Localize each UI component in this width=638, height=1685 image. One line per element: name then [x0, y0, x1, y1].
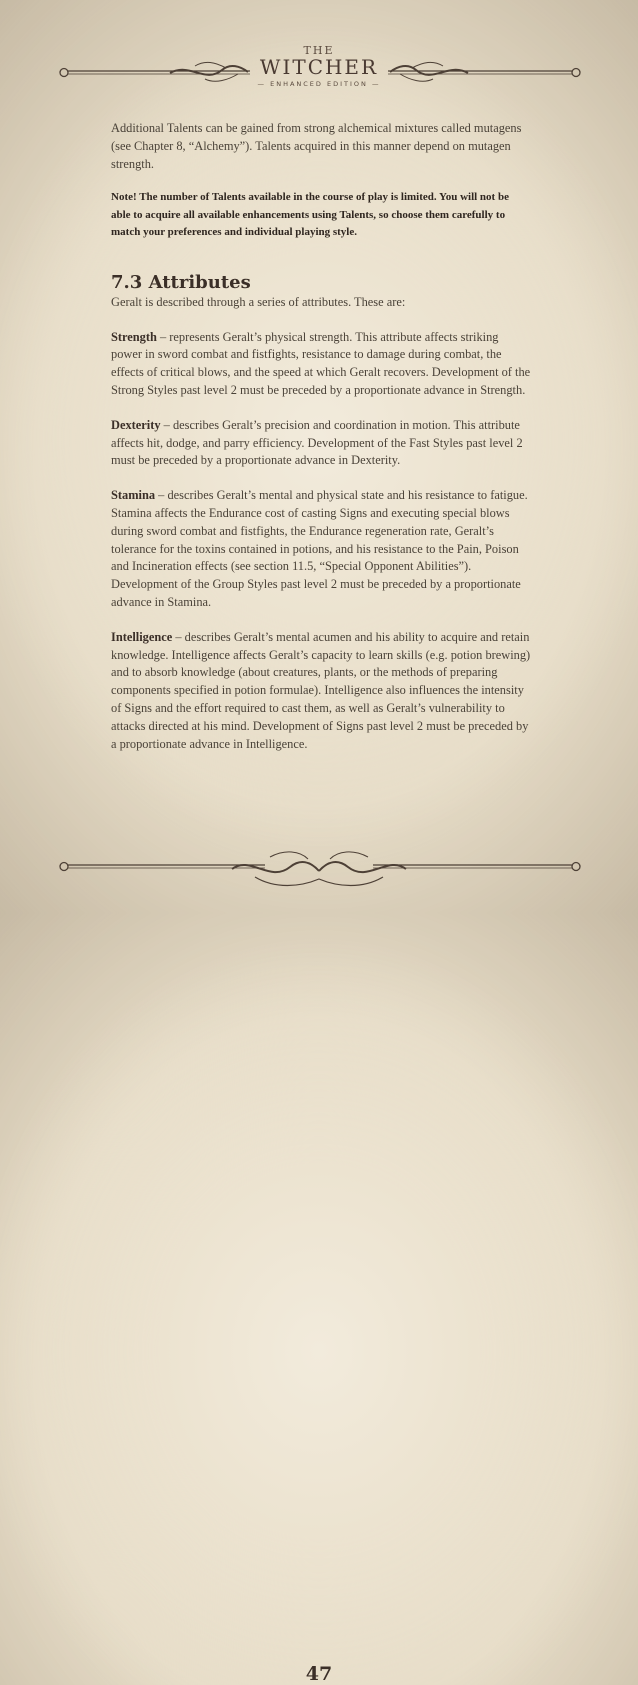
- attribute-term: Dexterity: [111, 417, 161, 432]
- logo-title: WITCHER: [259, 55, 379, 79]
- note-paragraph: Note! The number of Talents available in the course of play is limited. You will not be able to acquire all available enhancements using Talents, so choose them carefully to match your preferences and individual playing style.: [111, 191, 509, 239]
- attribute-strength: [111, 329, 531, 400]
- footer-ornament: [0, 825, 638, 913]
- logo-edition: — ENHANCED EDITION —: [257, 80, 381, 88]
- witcher-logo: [0, 44, 638, 88]
- logo-the: THE: [303, 44, 335, 57]
- attribute-description: – represents Geralt’s physical strength. This attribute affects striking power in sword combat and fistfights, resistance to damage during combat, the effects of critical blows, and the speed at which Geralt recovers. Development of the Strong Styles past level 2 must be preceded by a proportionate advance in Strength.: [111, 329, 531, 398]
- attribute-description: – describes Geralt’s mental acumen and his ability to acquire and retain knowledge. Intelligence affects Geralt’s capacity to learn skills (e.g. potion brewing) and to absorb knowledge (about creatures, plants, or the methods of preparing components specified in potion formulae). Intelligence also influences the intensity of Signs and the effort required to cast them, as well as Geralt’s vulnerability to attacks directed at his mind. Development of Signs past level 2 must be preceded by a proportionate advance in Intelligence.: [111, 629, 531, 751]
- page-footer: [0, 825, 638, 1685]
- attribute-dexterity: [111, 417, 531, 470]
- attribute-stamina: [111, 487, 531, 612]
- attribute-term: Strength: [111, 329, 157, 344]
- attribute-term: Stamina: [111, 488, 156, 503]
- page-content: [111, 120, 531, 753]
- section-intro: Geralt is described through a series of attributes. These are:: [111, 294, 406, 309]
- intro-paragraph: Additional Talents can be gained from strong alchemical mixtures called mutagens (see Chapter 8, “Alchemy”). Talents acquired in this manner depend on mutagen strength.: [111, 121, 522, 171]
- attribute-description: – describes Geralt’s precision and coordination in motion. This attribute affects hit, dodge, and parry efficiency. Development of the Fast Styles past level 2 must be preceded by a proportionate advance in Dexterity.: [111, 417, 523, 468]
- page-number: 47: [305, 1663, 333, 1685]
- section-title: 7.3 Attributes: [111, 271, 251, 293]
- attribute-description: – describes Geralt’s mental and physical state and his resistance to fatigue. Stamina affects the Endurance cost of casting Signs and executing special blows during sword combat and fistfights, the Endurance regeneration rate, Geralt’s tolerance for the toxins contained in potions, and his resistance to the Pain, Poison and Incineration effects (see section 11.5, “Special Opponent Abilities”). Development of the Group Styles past level 2 must be preceded by a proportionate advance in Stamina.: [111, 488, 528, 610]
- page-header: [0, 0, 638, 110]
- attribute-term: Intelligence: [111, 629, 173, 644]
- attribute-intelligence: [111, 629, 531, 754]
